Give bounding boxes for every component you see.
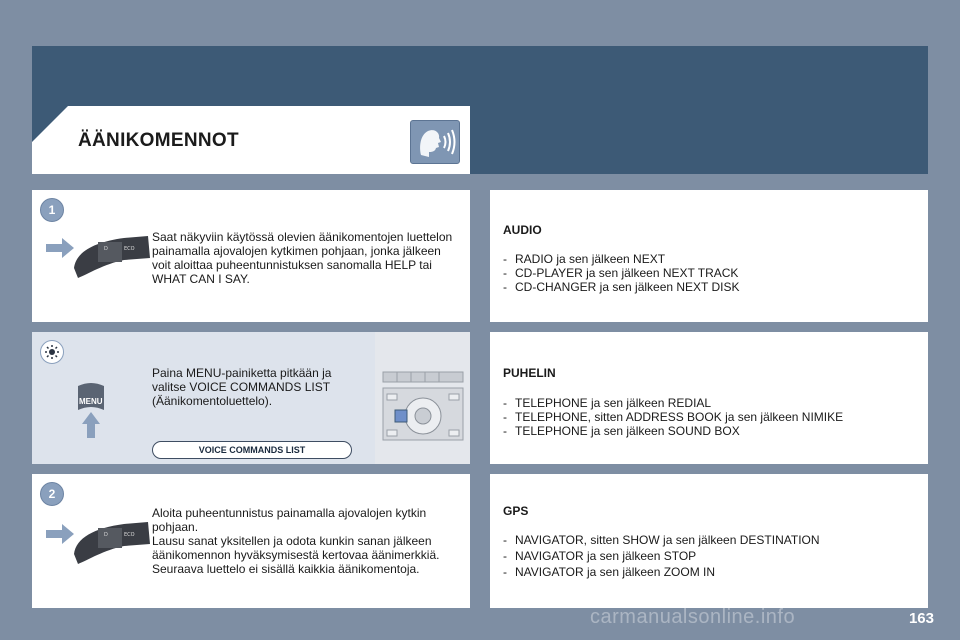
lightbulb-icon xyxy=(40,340,64,364)
list-item: - NAVIGATOR ja sen jälkeen STOP xyxy=(503,549,697,563)
step-badge-1: 1 xyxy=(40,198,64,222)
page-title: ÄÄNIKOMENNOT xyxy=(78,130,239,151)
list-item: - CD-CHANGER ja sen jälkeen NEXT DISK xyxy=(503,280,740,294)
watermark: carmanualsonline.info xyxy=(590,606,796,628)
voice-command-icon xyxy=(410,120,460,164)
menu-button-icon xyxy=(76,378,106,445)
svg-text:D: D xyxy=(104,532,108,538)
step-badge-2: 2 xyxy=(40,482,64,506)
step1-line-3: voit aloittaa puheentunnistuksen sanomalla HELP tai xyxy=(152,258,432,272)
svg-text:ECO: ECO xyxy=(124,532,135,538)
tip-line-3: (Äänikomentoluettelo). xyxy=(152,394,273,408)
list-item: - NAVIGATOR ja sen jälkeen ZOOM IN xyxy=(503,565,716,579)
step1-line-4: WHAT CAN I SAY. xyxy=(152,272,250,286)
list-item: - CD-PLAYER ja sen jälkeen NEXT TRACK xyxy=(503,266,739,280)
gps-list xyxy=(503,533,820,581)
step2-line-1: Aloita puheentunnistus painamalla ajovalojen kytkin xyxy=(152,506,427,520)
step1-line-2: painamalla ajovalojen kytkimen pohjaan, jonka jälkeen xyxy=(152,244,441,258)
menu-label: MENU xyxy=(79,397,103,406)
svg-text:D: D xyxy=(104,246,108,252)
puhelin-list xyxy=(503,396,843,438)
puhelin-heading: PUHELIN xyxy=(503,366,556,380)
step2-text xyxy=(152,506,439,576)
step2-line-2: pohjaan. xyxy=(152,520,199,534)
voice-commands-list-button[interactable]: VOICE COMMANDS LIST xyxy=(152,441,352,459)
list-item: - TELEPHONE ja sen jälkeen REDIAL xyxy=(503,396,712,410)
gps-heading: GPS xyxy=(503,504,529,518)
tip-line-1: Paina MENU-painiketta pitkään ja xyxy=(152,366,332,380)
step1-line-1: Saat näkyviin käytössä olevien äänikomentojen luettelon xyxy=(152,230,453,244)
list-item: - RADIO ja sen jälkeen NEXT xyxy=(503,252,666,266)
steering-stalk-icon xyxy=(44,228,154,293)
audio-heading: AUDIO xyxy=(503,223,542,237)
list-item: - NAVIGATOR, sitten SHOW ja sen jälkeen DESTINATION xyxy=(503,533,820,547)
tip-text xyxy=(152,366,331,408)
step2-line-3: Lausu sanat yksitellen ja odota kunkin sanan jälkeen xyxy=(152,534,432,548)
step2-line-4: äänikomennon hyväksymisestä kertovaa äänimerkkiä. xyxy=(152,548,440,562)
steering-stalk-icon-2 xyxy=(44,514,154,579)
list-item: - TELEPHONE ja sen jälkeen SOUND BOX xyxy=(503,424,740,438)
audio-list xyxy=(503,252,740,294)
console-image xyxy=(375,332,470,464)
svg-text:ECO: ECO xyxy=(124,246,135,252)
tip-line-2: valitse VOICE COMMANDS LIST xyxy=(152,380,331,394)
step1-text xyxy=(152,230,452,286)
page-number: 163 xyxy=(908,610,934,627)
step2-line-5: Seuraava luettelo ei sisällä kaikkia äänikomentoja. xyxy=(152,562,420,576)
list-item: - TELEPHONE, sitten ADDRESS BOOK ja sen jälkeen NIMIKE xyxy=(503,410,844,424)
